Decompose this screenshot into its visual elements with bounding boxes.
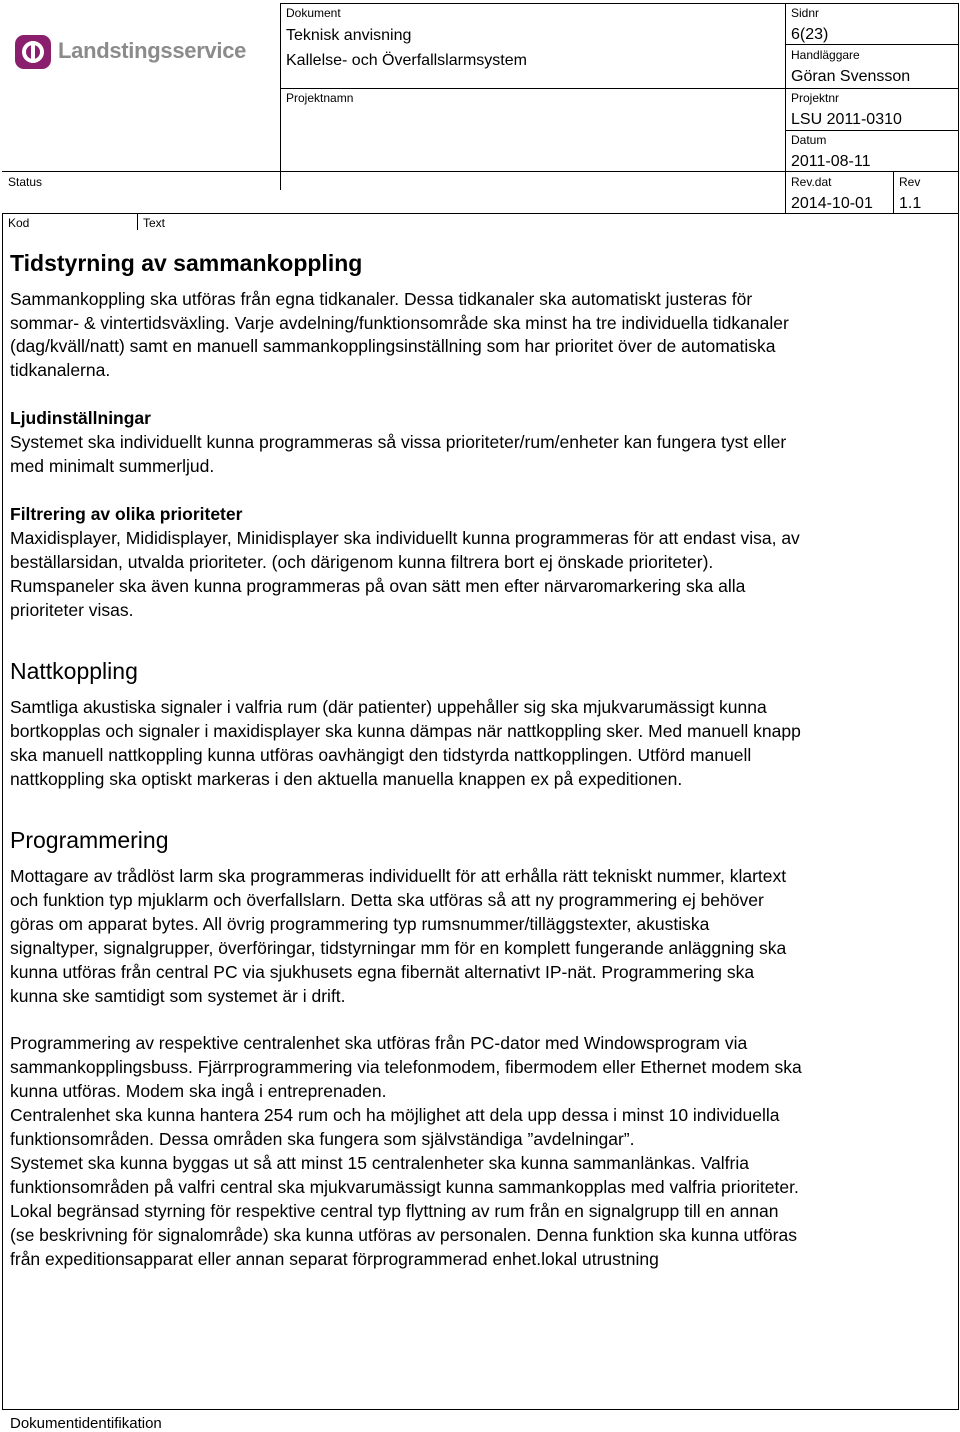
nattkoppling-line: bortkopplas och signaler i maxidisplayer ska kunna dämpas när nattkoppling sker. Med manuell knapp	[10, 721, 801, 741]
revdat-label: Rev.dat	[791, 175, 832, 189]
datum-value: 2011-08-11	[791, 153, 871, 170]
header-divider-kod	[137, 213, 138, 230]
body-border-right	[958, 213, 959, 1409]
programmering-line: från expeditionsapparat eller annan separat förprogrammerad enhet.lokal utrustning	[10, 1249, 659, 1269]
tidstyrning-line: (dag/kväll/natt) samt en manuell sammankopplingsinställning som har prioritet över de automatiska	[10, 336, 776, 356]
sidnr-label: Sidnr	[791, 6, 820, 20]
programmering-line: funktionsområden. Dessa områden ska fungera som självständiga ”avdelningar”.	[10, 1129, 635, 1149]
text-label: Text	[143, 216, 166, 230]
programmering-line: Programmering av respektive centralenhet ska utföras från PC-dator med Windowsprogram via	[10, 1033, 748, 1053]
kod-label: Kod	[8, 216, 30, 230]
dokument-label: Dokument	[286, 6, 341, 20]
sidnr-value: 6(23)	[791, 26, 829, 43]
header-top-border	[280, 3, 958, 4]
programmering-line: Systemet ska kunna byggas ut så att minst 15 centralenheter ska kunna sammanlänkas. Valfria	[10, 1153, 749, 1173]
header-line-sidnr	[785, 44, 958, 45]
filtrering-heading: Filtrering av olika prioriteter	[10, 504, 243, 524]
header-divider-right	[785, 3, 786, 213]
landstingsservice-logo-icon	[14, 34, 52, 70]
projektnr-label: Projektnr	[791, 91, 840, 105]
filtrering-line: Rumspaneler ska även kunna programmeras på ovan sätt men efter närvaromarkering ska alla	[10, 576, 746, 596]
programmering-line: göras om apparat bytes. All övrig programmering typ rumsnummer/tilläggstexter, akustiska	[10, 914, 710, 934]
tidstyrning-heading: Tidstyrning av sammankoppling	[10, 250, 363, 276]
datum-label: Datum	[791, 133, 827, 147]
header-line-kod	[2, 213, 958, 214]
programmering-line: kunna utföras. Modem ska ingå i entreprenaden.	[10, 1081, 387, 1101]
status-label: Status	[8, 175, 43, 189]
tidstyrning-line: Sammankoppling ska utföras från egna tidkanaler. Dessa tidkanaler ska automatiskt justeras för	[10, 289, 753, 309]
nattkoppling-line: nattkoppling ska optiskt markeras i den aktuella manuella knappen ex på expeditionen.	[10, 769, 683, 789]
ljud-line: Systemet ska individuellt kunna programmeras så vissa prioriteter/rum/enheter kan fungera tyst eller	[10, 432, 787, 452]
footer-label: Dokumentidentifikation	[10, 1415, 162, 1432]
header-line-projektnamn	[280, 88, 785, 89]
handlaggare-label: Handläggare	[791, 48, 860, 62]
ljud-heading: Ljudinställningar	[10, 408, 151, 428]
nattkoppling-line: ska manuell nattkoppling kunna utföras oavhängigt den tidstyrda nattkopplingen. Utförd manuell	[10, 745, 752, 765]
projektnamn-label: Projektnamn	[286, 91, 354, 105]
filtrering-line: prioriteter visas.	[10, 600, 134, 620]
programmering-line: kunna utföras från central PC via sjukhusets egna fibernät alternativt IP-nät. Programmering ska	[10, 962, 755, 982]
programmering-line: och funktion typ mjuklarm och överfallslarn. Detta ska utföras så att ny programmering ej behöver	[10, 890, 764, 910]
tidstyrning-line: tidkanalerna.	[10, 360, 111, 380]
programmering-line: Centralenhet ska kunna hantera 254 rum och ha möjlighet att dela upp dessa i minst 10 individuella	[10, 1105, 780, 1125]
dokument-line1: Teknisk anvisning	[286, 27, 412, 44]
logo-text: Landstingsservice	[58, 38, 247, 63]
body-border-left	[2, 213, 3, 1409]
nattkoppling-line: Samtliga akustiska signaler i valfria rum (där patienter) uppehåller sig ska mjukvarumässigt kunna	[10, 697, 767, 717]
revdat-value: 2014-10-01	[791, 195, 873, 212]
programmering-line: Mottagare av trådlöst larm ska programmeras individuellt för att erhålla rätt tekniskt nummer, klartext	[10, 866, 787, 886]
header-divider-rev	[893, 171, 894, 213]
projektnr-value: LSU 2011-0310	[791, 111, 902, 128]
header-line-projektnr	[785, 130, 958, 131]
header-line-handlaggare	[785, 88, 958, 89]
filtrering-line: beställarsidan, utvalda prioriteter. (och därigenom kunna filtrera bort ej önskade prioriteter).	[10, 552, 714, 572]
header-right-border	[958, 3, 959, 213]
programmering-line: (se beskrivning för signalområde) ska kunna utföras av personalen. Denna funktion ska kunna utföras	[10, 1225, 797, 1245]
programmering-heading: Programmering	[10, 827, 169, 853]
footer-top-border	[2, 1409, 959, 1410]
programmering-line: signaltyper, signalgrupper, överföringar, tidstyrningar mm för en komplett fungerande anläggning ska	[10, 938, 787, 958]
handlaggare-value: Göran Svensson	[791, 68, 911, 85]
header-line-status	[2, 171, 958, 172]
rev-value: 1.1	[899, 195, 922, 212]
ljud-line: med minimalt summerljud.	[10, 456, 215, 476]
programmering-line: kunna ske samtidigt som systemet är i drift.	[10, 986, 346, 1006]
tidstyrning-line: sommar- & vintertidsväxling. Varje avdelning/funktionsområde ska minst ha tre individuella tidkanaler	[10, 313, 789, 333]
filtrering-line: Maxidisplayer, Mididisplayer, Minidisplayer ska individuellt kunna programmeras för att endast visa, av	[10, 528, 800, 548]
programmering-line: Lokal begränsad styrning för respektive central typ flyttning av rum från en signalgrupp till en annan	[10, 1201, 779, 1221]
dokument-line2: Kallelse- och Överfallslarmsystem	[286, 52, 527, 69]
programmering-line: funktionsområden på valfri central ska mjukvarumässigt kunna sammankopplas med valfria prioriteter.	[10, 1177, 799, 1197]
programmering-line: sammankopplingsbuss. Fjärrprogrammering via telefonmodem, fibermodem eller Ethernet modem ska	[10, 1057, 802, 1077]
header-divider-left	[280, 3, 281, 190]
rev-label: Rev	[899, 175, 921, 189]
nattkoppling-heading: Nattkoppling	[10, 658, 138, 684]
